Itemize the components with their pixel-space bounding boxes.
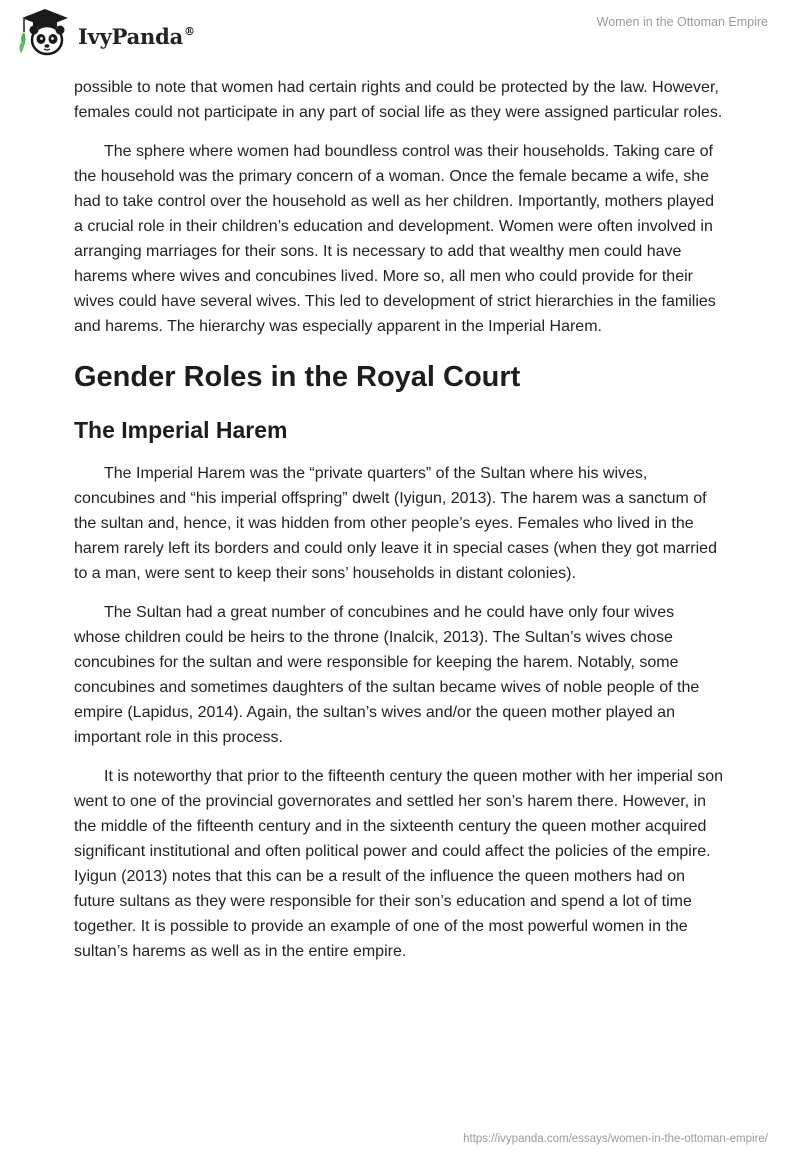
panda-graduate-icon: [16, 6, 74, 62]
paragraph-households: The sphere where women had boundless control was their households. Taking care of the household was the primary concern of a woman. Once the female became a wife, she had to take control over the household as well as her children. Importantly, mothers played a crucial role in their children’s education and development. Women were often involved in arranging marriages for their sons. It is necessary to add that wealthy men could have harems where wives and concubines lived. More so, all men who could provide for their wives could have several wives. This led to development of strict hierarchies in the families and harems. The hierarchy was especially apparent in the Imperial Harem.: [74, 143, 716, 335]
document-title: Women in the Ottoman Empire: [596, 15, 768, 29]
paragraph-queen-mother: It is noteworthy that prior to the fifteenth century the queen mother with her imperial son went to one of the provincial governorates and settled her son’s harem there. However, in the middle of the fifteenth century and in the sixteenth century the queen mother acquired significant institutional and often political power and could affect the policies of the empire. Iyigun (2013) notes that this can be a result of the influence the queen mothers had on future sultans as they were responsible for their son’s education and spend a lot of time together. It is possible to provide an example of one of the most powerful women in the sultan’s harems as well as in the entire empire.: [74, 768, 723, 960]
source-url[interactable]: https://ivypanda.com/essays/women-in-the-ottoman-empire/: [463, 1133, 768, 1145]
ivypanda-logo[interactable]: [16, 6, 195, 62]
section-heading: Gender Roles in the Royal Court: [74, 361, 521, 393]
registered-mark: ®: [184, 24, 195, 38]
paragraph-imperial-harem: The Imperial Harem was the “private quarters” of the Sultan where his wives, concubines and “his imperial offspring” dwelt (Iyigun, 2013). The harem was a sanctum of the sultan and, hence, it was hidden from other people’s eyes. Females who lived in the harem rarely left its borders and could only leave it in special cases (when they got married to a man, were sent to keep their sons’ households in distant colonies).: [74, 465, 717, 582]
paragraph-concubines: The Sultan had a great number of concubines and he could have only four wives whose children could be heirs to the throne (Inalcik, 2013). The Sultan’s wives chose concubines for the sultan and were responsible for keeping the harem. Notably, some concubines and sometimes daughters of the sultan became wives of noble people of the empire (Lapidus, 2014). Again, the sultan’s wives and/or the queen mother played an important role in this process.: [74, 604, 700, 746]
paragraph-continued: possible to note that women had certain rights and could be protected by the law. However, females could not participate in any part of social life as they were assigned particular roles.: [74, 79, 723, 121]
page-header: [0, 0, 800, 70]
essay-content: [74, 70, 724, 964]
subsection-heading: The Imperial Harem: [74, 417, 288, 443]
logo-text: IvyPanda: [78, 23, 184, 49]
logo-wordmark: [78, 24, 195, 49]
